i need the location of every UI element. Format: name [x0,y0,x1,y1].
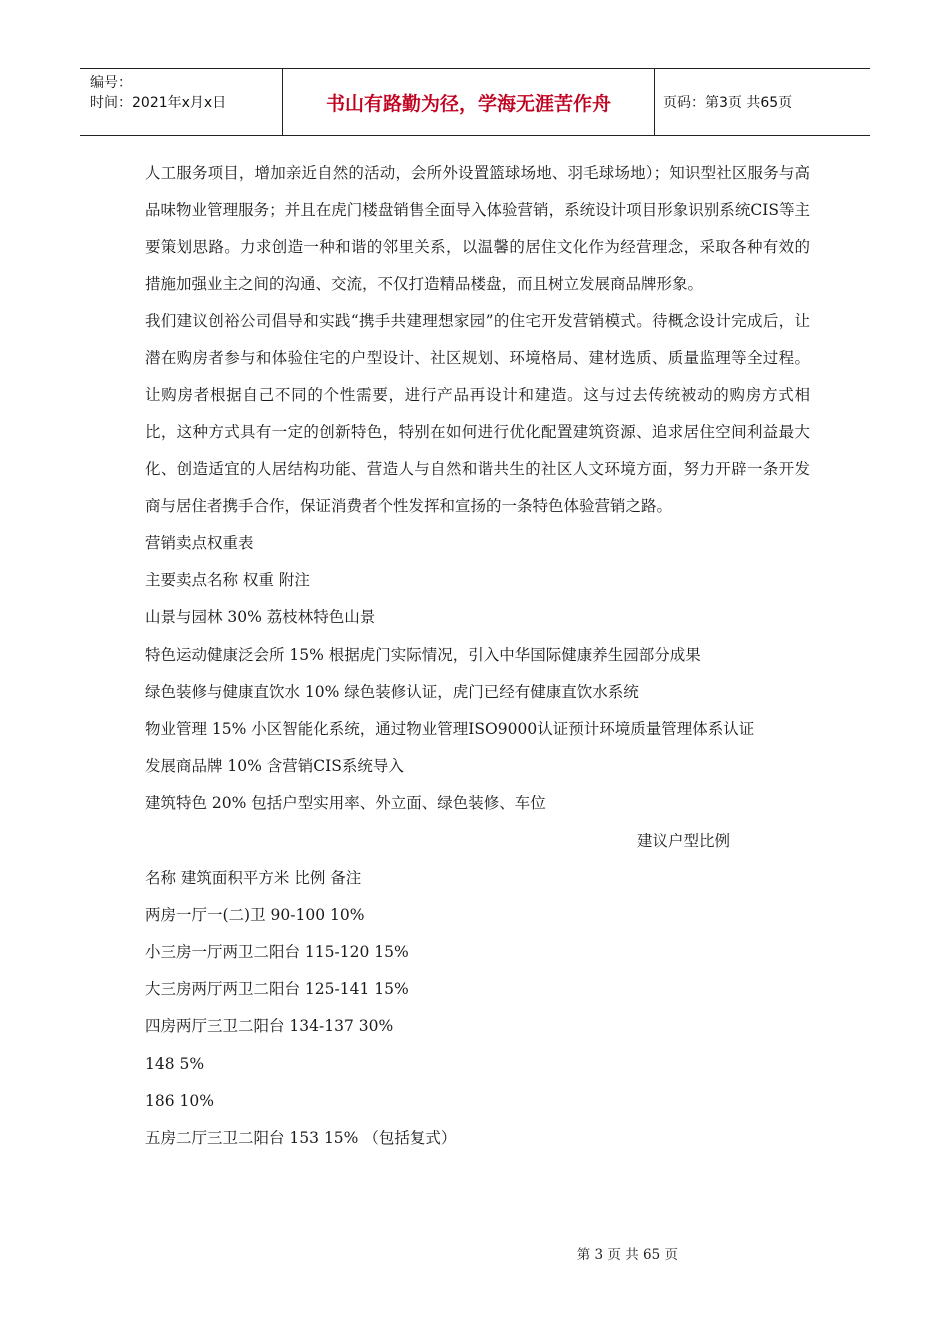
table-row: 大三房两厅两卫二阳台 125-141 15% [145,980,409,999]
number-label: 编号： [90,75,132,91]
table-header-unit-ratio: 名称 建筑面积平方米 比例 备注 [145,868,362,887]
time-label: 时间：2021年x月x日 [90,95,227,111]
paragraph: 我们建议创裕公司倡导和实践“携手共建理想家园”的住宅开发营销模式。待概念设计完成后，让潜在购房者参与和体验住宅的户型设计、社区规划、环境格局、建材选质、质量监理等全过程。让购房者根据自己不同的个性需要，进行产品再设计和建造。这与过去传统被动的购房方式相比，这种方式具有一定的创新特色，特别在如何进行优化配置建筑资源、追求居住空间利益最大化、创造适宜的人居结构功能、营造人与自然和谐共生的社区人文环境方面，努力开辟一条开发商与居住者携手合作，保证消费者个性发挥和宣扬的一条特色体验营销之路。 [145,312,810,515]
table-row: 148 5% [145,1054,205,1073]
table-row: 186 10% [145,1091,214,1110]
table-row: 发展商品牌 10% 含营销CIS系统导入 [145,757,404,776]
table-row: 山景与园林 30% 荔枝林特色山景 [145,608,376,627]
header-page-info: 页码：第3页 共65页 [663,95,793,111]
table-row: 特色运动健康泛会所 15% 根据虎门实际情况，引入中华国际健康养生园部分成果 [145,645,701,664]
header-meta [80,69,283,135]
table-title-selling-points: 营销卖点权重表 [145,534,254,552]
table-row: 四房两厅三卫二阳台 134-137 30% [145,1017,394,1036]
table-row: 五房二厅三卫二阳台 153 15% （包括复式） [145,1129,457,1147]
page-header [80,68,870,136]
table-title-unit-ratio: 建议户型比例 [636,831,730,850]
table-row: 绿色装修与健康直饮水 10% 绿色装修认证，虎门已经有健康直饮水系统 [145,682,639,701]
document-body [145,155,810,1157]
paragraph: 人工服务项目，增加亲近自然的活动，会所外设置篮球场地、羽毛球场地）；知识型社区服务与高品味物业管理服务；并且在虎门楼盘销售全面导入体验营销，系统设计项目形象识别系统CIS等主要策划思路。力求创造一种和谐的邻里关系，以温馨的居住文化作为经营理念，采取各种有效的措施加强业主之间的沟通、交流，不仅打造精品楼盘，而且树立发展商品牌形象。 [145,164,810,293]
table-row: 小三房一厅两卫二阳台 115-120 15% [145,943,409,962]
table-row: 物业管理 15% 小区智能化系统，通过物业管理ISO9000认证预计环境质量管理体系认证 [145,719,755,738]
table-header-selling-points: 主要卖点名称 权重 附注 [145,571,310,590]
header-motto: 书山有路勤为径，学海无涯苦作舟 [283,69,655,135]
table-row: 两房一厅一(二)卫 90-100 10% [145,905,365,924]
page-footer: 第 3 页 共 65 页 [576,1247,678,1263]
table-row: 建筑特色 20% 包括户型实用率、外立面、绿色装修、车位 [145,794,546,813]
